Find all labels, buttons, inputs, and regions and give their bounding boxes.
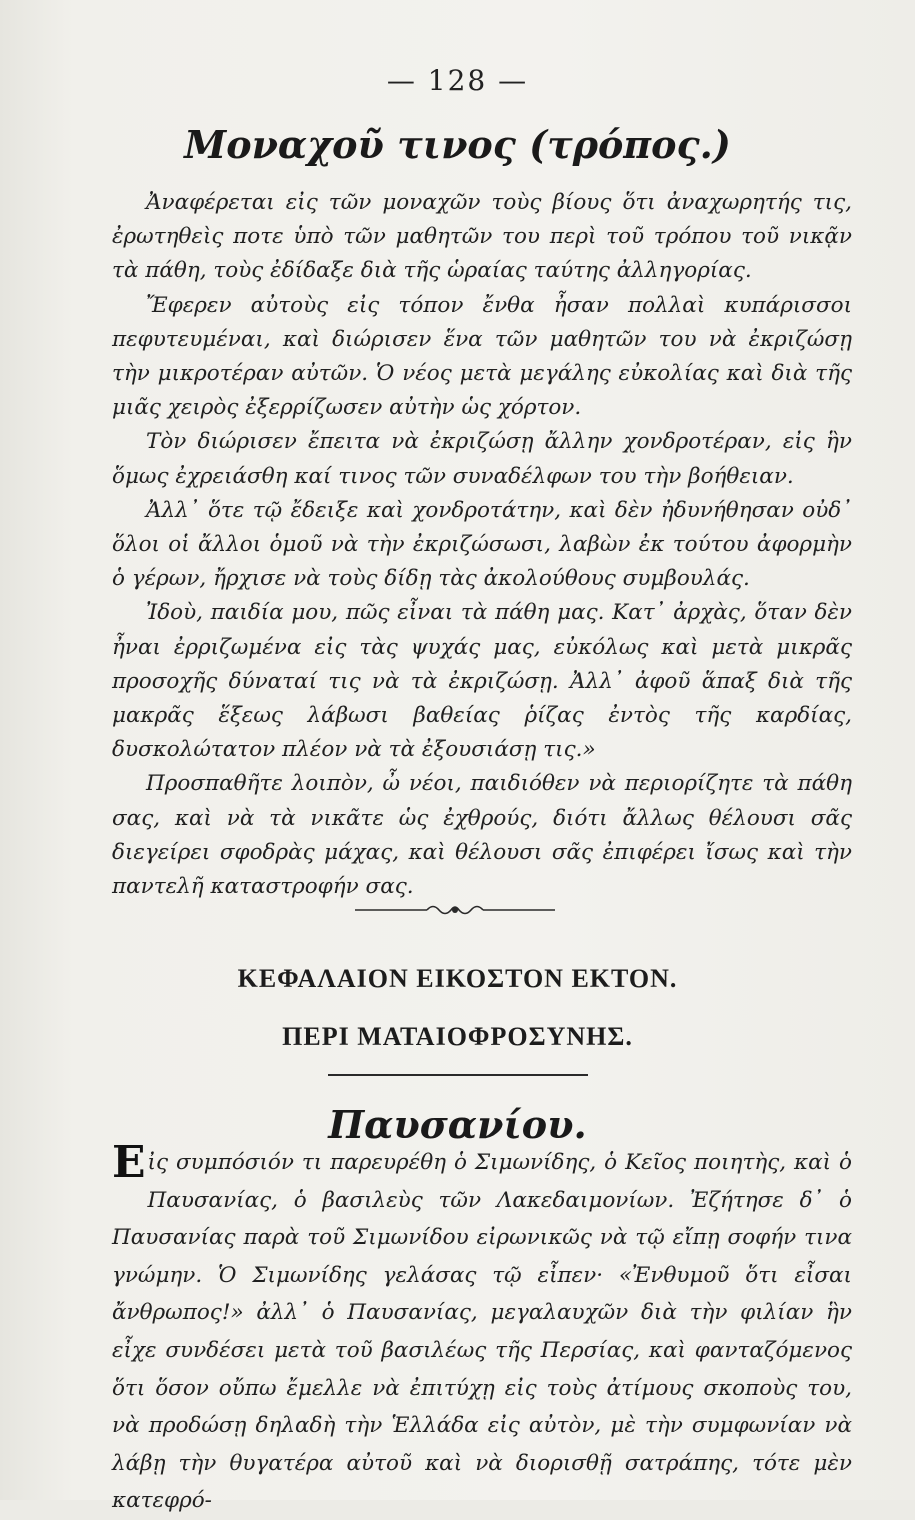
paragraph: Ἀλλ᾽ ὅτε τῷ ἔδειξε καὶ χονδροτάτην, καὶ δὲν ἠδυνήθησαν οὐδ᾽ ὅλοι οἱ ἄλλοι ὁμοῦ νὰ τὴν ἐκριζώσωσι, λαβὼν ἐκ τούτου ἀφορμὴν ὁ γέρων, ἤρχισε νὰ τοὺς δίδῃ τὰς ἀκολούθους συμβουλάς.	[112, 497, 852, 592]
page-number: — 128 —	[386, 64, 529, 97]
ornament-divider-icon	[355, 900, 555, 920]
paragraph-text: ἰς συμπόσιόν τι παρευρέθη ὁ Σιμωνίδης, ὁ Κεῖος ποιητὴς, καὶ ὁ Παυσανίας, ὁ βασιλεὺς τῶν Λακεδαιμονίων. Ἐζήτησε δ᾽ ὁ Παυσανίας παρὰ τοῦ Σιμωνίδου εἰρωνικῶς νὰ τῷ εἴπῃ σοφήν τινα γνώμην. Ὁ Σιμωνίδης γελάσας τῷ εἶπεν· «Ἐνθυμοῦ ὅτι εἶσαι ἄνθρωπος!» ἀλλ᾽ ὁ Παυσανίας, μεγαλαυχῶν διὰ τὴν φιλίαν ἣν εἶχε συνδέσει μετὰ τοῦ βασιλέως τῆς Περσίας, καὶ φανταζόμενος ὅτι ὅσον οὔπω ἔμελλε νὰ ἐπιτύχῃ εἰς τοὺς ἀτίμους σκοποὺς του, νὰ προδώσῃ δηλαδὴ τὴν Ἑλλάδα εἰς αὐτὸν, μὲ τὴν συμφωνίαν νὰ λάβῃ τὴν θυγατέρα αὐτοῦ καὶ νὰ διορισθῇ σατράπης, τότε μὲν κατεφρό-	[112, 1150, 852, 1514]
paragraph	[112, 1137, 852, 1520]
paragraph: Ἰδοὺ, παιδία μου, πῶς εἶναι τὰ πάθη μας. Κατ᾽ ἀρχὰς, ὅταν δὲν ἦναι ἐρριζωμένα εἰς τὰς ψυχάς μας, εὐκόλως καὶ μετὰ μικρᾶς προσοχῆς δύναταί τις νὰ τὰ ἐκριζώσῃ. Ἀλλ᾽ ἀφοῦ ἅπαξ διὰ τῆς μακρᾶς ἕξεως λάβωσι βαθείας ῥίζας ἐντὸς τῆς καρδίας, δυσκολώτατον πλέον νὰ τὰ ἐξουσιάσῃ τις.»	[112, 600, 852, 763]
drop-cap: Ε	[112, 1137, 146, 1188]
paragraph: Ἔφερεν αὐτοὺς εἰς τόπον ἔνθα ἦσαν πολλαὶ κυπάρισσοι πεφυτευμέναι, καὶ διώρισεν ἕνα τῶν μαθητῶν του νὰ ἐκριζώσῃ τὴν μικροτέραν αὐτῶν. Ὁ νέος μετὰ μεγάλης εὐκολίας καὶ διὰ τῆς μιᾶς χειρὸς ἐξερρίζωσεν αὐτὴν ὡς χόρτον.	[112, 292, 852, 421]
story-title-monk: Μοναχοῦ τινος (τρόπος.)	[184, 122, 731, 167]
paragraph: Προσπαθῆτε λοιπὸν, ὦ νέοι, παιδιόθεν νὰ περιορίζητε τὰ πάθη σας, καὶ νὰ τὰ νικᾶτε ὡς ἐχθρούς, διότι ἄλλως θέλουσι σᾶς διεγείρει σφοδρὰς μάχας, καὶ θέλουσι σᾶς ἐπιφέρει ἴσως καὶ τὴν παντελῆ καταστροφήν σας.	[112, 771, 852, 900]
chapter-heading: ΚΕΦΑΛΑΙΟΝ ΕΙΚΟΣΤΟΝ ΕΚΤΟΝ.	[237, 964, 678, 993]
divider-rule	[328, 1074, 588, 1076]
chapter-subheading: ΠΕΡΙ ΜΑΤΑΙΟΦΡΟΣΥΝΗΣ.	[282, 1022, 633, 1051]
paragraph: Ἀναφέρεται εἰς τῶν μοναχῶν τοὺς βίους ὅτι ἀναχωρητής τις, ἐρωτηθεὶς ποτε ὑπὸ τῶν μαθητῶν του περὶ τοῦ τρόπου τοῦ νικᾷν τὰ πάθη, τοὺς ἐδίδαξε διὰ τῆς ὡραίας ταύτης ἀλληγορίας.	[112, 190, 852, 284]
story-body-pausanias	[112, 1137, 852, 1520]
paragraph: Τὸν διώρισεν ἔπειτα νὰ ἐκριζώσῃ ἄλλην χονδροτέραν, εἰς ἣν ὅμως ἐχρειάσθη καί τινος τῶν συναδέλφων του τὴν βοήθειαν.	[112, 429, 852, 489]
story-title-pausanias: Παυσανίου.	[328, 1102, 587, 1147]
story-body-monk	[112, 186, 852, 904]
